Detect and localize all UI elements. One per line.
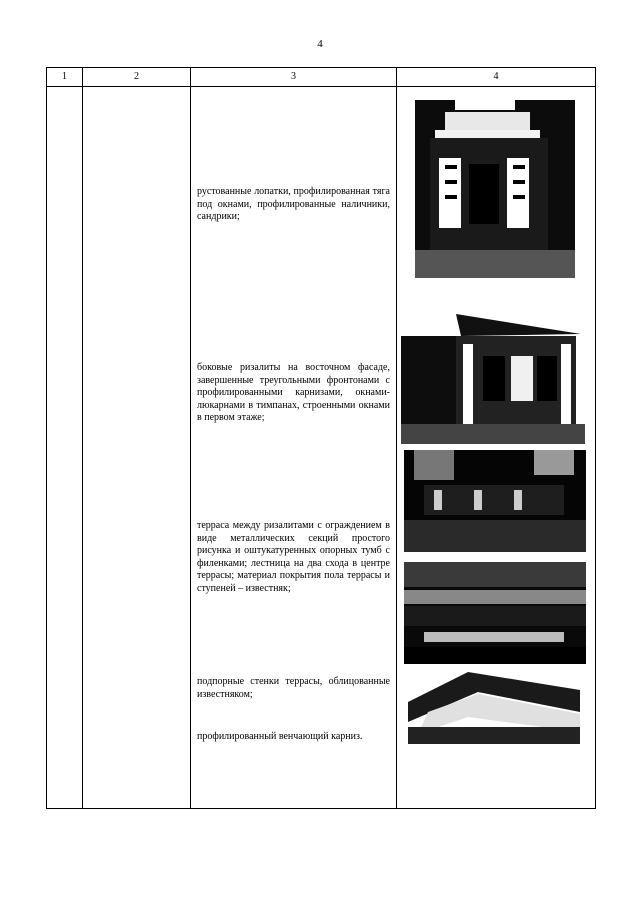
retaining-wall-photo	[404, 562, 586, 664]
header-col-2: 2	[134, 71, 139, 82]
cornice-photo	[408, 672, 580, 744]
header-col-1: 1	[62, 71, 67, 82]
page-number: 4	[317, 38, 323, 50]
row-description: профилированный венчающий карниз.	[197, 731, 363, 742]
header-col-3: 3	[291, 71, 296, 82]
column-divider	[190, 68, 191, 808]
row-description: боковые ризалиты на восточном фасаде, завершенные треугольными фронтонами с профилированными карнизами, окнами-люкарнами в тимпанах, строенными окнами в первом этаже;	[197, 362, 390, 423]
row-description: подпорные стенки террасы, облицованные известняком;	[197, 676, 390, 700]
column-divider	[396, 68, 397, 808]
row-description: рустованные лопатки, профилированная тяга под окнами, профилированные наличники, сандрики;	[197, 186, 390, 222]
header-col-4: 4	[493, 71, 499, 82]
side-risalit-photo	[401, 306, 585, 444]
column-divider	[82, 68, 83, 808]
header-divider	[47, 86, 595, 87]
building-facade-photo	[415, 100, 575, 278]
terrace-photo	[404, 450, 586, 552]
row-description: терраса между ризалитами с ограждением в виде металлических секций простого рисунка и оштукатуренных опорных тумб с филенками; лестница на два схода в центре террасы; материал покрытия пола террасы и ступеней – известняк;	[197, 520, 390, 594]
